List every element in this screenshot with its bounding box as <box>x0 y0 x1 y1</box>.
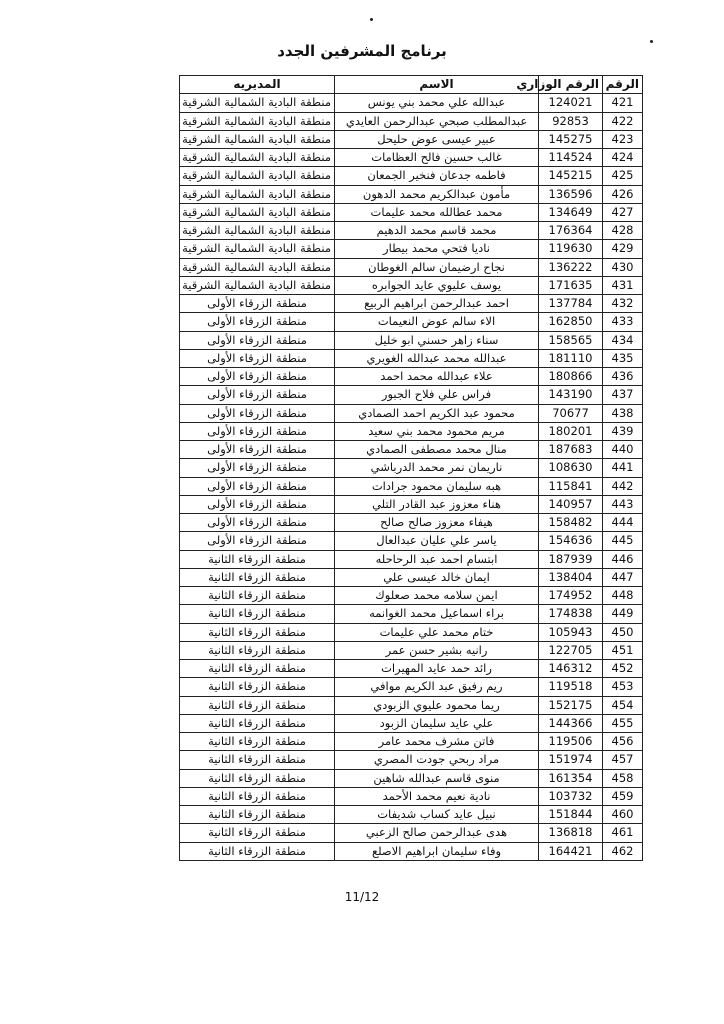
directorate-cell: منطقة الزرقاء الأولى <box>180 532 335 550</box>
row-number: 438 <box>603 404 643 422</box>
row-number: 425 <box>603 167 643 185</box>
directorate-cell: منطقة الزرقاء الثانية <box>180 605 335 623</box>
directorate-cell: منطقة البادية الشمالية الشرقية <box>180 258 335 276</box>
table-row <box>180 769 643 787</box>
directorate-cell: منطقة الزرقاء الأولى <box>180 331 335 349</box>
ministry-id-cell: 136222 <box>539 258 603 276</box>
directorate-cell: منطقة البادية الشمالية الشرقية <box>180 167 335 185</box>
ministry-id-cell: 103732 <box>539 787 603 805</box>
directorate-cell: منطقة البادية الشمالية الشرقية <box>180 276 335 294</box>
table-row <box>180 276 643 294</box>
row-number: 430 <box>603 258 643 276</box>
name-cell: نادية نعيم محمد الأحمد <box>335 787 539 805</box>
directorate-cell: منطقة الزرقاء الثانية <box>180 787 335 805</box>
name-cell: هيفاء معزوز صالح صالح <box>335 514 539 532</box>
directorate-cell: منطقة الزرقاء الأولى <box>180 313 335 331</box>
table-row <box>180 532 643 550</box>
name-cell: ايمان خالد عيسى علي <box>335 568 539 586</box>
directorate-cell: منطقة الزرقاء الثانية <box>180 568 335 586</box>
row-number: 424 <box>603 149 643 167</box>
table-row <box>180 605 643 623</box>
ministry-id-cell: 174838 <box>539 605 603 623</box>
directorate-cell: منطقة الزرقاء الثانية <box>180 842 335 860</box>
name-cell: فراس علي فلاح الجبور <box>335 386 539 404</box>
table-row <box>180 806 643 824</box>
directorate-cell: منطقة الزرقاء الأولى <box>180 295 335 313</box>
ministry-id-cell: 140957 <box>539 495 603 513</box>
table-row <box>180 331 643 349</box>
directorate-cell: منطقة الزرقاء الأولى <box>180 422 335 440</box>
ministry-id-cell: 92853 <box>539 112 603 130</box>
table-row <box>180 568 643 586</box>
ministry-id-cell: 176364 <box>539 222 603 240</box>
directorate-cell: منطقة الزرقاء الثانية <box>180 733 335 751</box>
name-cell: نجاح ارضيمان سالم الغوطان <box>335 258 539 276</box>
name-cell: هناء معزوز عبد القادر التلي <box>335 495 539 513</box>
row-number: 444 <box>603 514 643 532</box>
row-number: 443 <box>603 495 643 513</box>
row-number: 432 <box>603 295 643 313</box>
name-cell: عبدالمطلب صبحي عبدالرحمن العايدي <box>335 112 539 130</box>
row-number: 427 <box>603 203 643 221</box>
directorate-cell: منطقة الزرقاء الأولى <box>180 495 335 513</box>
table-row <box>180 185 643 203</box>
row-number: 452 <box>603 660 643 678</box>
row-number: 433 <box>603 313 643 331</box>
table-row <box>180 824 643 842</box>
name-cell: وفاء سليمان ابراهيم الاصلع <box>335 842 539 860</box>
row-number: 437 <box>603 386 643 404</box>
table-row <box>180 751 643 769</box>
row-number: 462 <box>603 842 643 860</box>
row-number: 446 <box>603 550 643 568</box>
table-header-row <box>180 76 643 94</box>
name-cell: مأمون عبدالكريم محمد الدهون <box>335 185 539 203</box>
page-number: 11/12 <box>344 890 380 904</box>
directorate-cell: منطقة الزرقاء الثانية <box>180 641 335 659</box>
ministry-id-cell: 136818 <box>539 824 603 842</box>
name-cell: محمود عبد الكريم احمد الصمادي <box>335 404 539 422</box>
row-number: 428 <box>603 222 643 240</box>
ministry-id-cell: 124021 <box>539 94 603 112</box>
table-row <box>180 258 643 276</box>
header-ministry-id: الرقم الوزاري <box>539 76 603 94</box>
row-number: 453 <box>603 678 643 696</box>
directorate-cell: منطقة الزرقاء الأولى <box>180 477 335 495</box>
name-cell: غالب حسين فالح العظامات <box>335 149 539 167</box>
table-row <box>180 167 643 185</box>
directorate-cell: منطقة الزرقاء الأولى <box>180 441 335 459</box>
table-row <box>180 349 643 367</box>
table-row <box>180 422 643 440</box>
ministry-id-cell: 138404 <box>539 568 603 586</box>
directorate-cell: منطقة البادية الشمالية الشرقية <box>180 130 335 148</box>
row-number: 448 <box>603 587 643 605</box>
name-cell: فاتن مشرف محمد عامر <box>335 733 539 751</box>
name-cell: احمد عبدالرحمن ابراهيم الربيع <box>335 295 539 313</box>
row-number: 451 <box>603 641 643 659</box>
table-row <box>180 714 643 732</box>
row-number: 441 <box>603 459 643 477</box>
ministry-id-cell: 122705 <box>539 641 603 659</box>
name-cell: عبدالله علي محمد بني يونس <box>335 94 539 112</box>
page-title: برنامج المشرفين الجدد <box>277 42 447 60</box>
table-row <box>180 295 643 313</box>
ministry-id-cell: 151844 <box>539 806 603 824</box>
header-name: الاسم <box>335 76 539 94</box>
ministry-id-cell: 154636 <box>539 532 603 550</box>
directorate-cell: منطقة الزرقاء الثانية <box>180 660 335 678</box>
name-cell: عبدالله محمد عبدالله الغويري <box>335 349 539 367</box>
table-row <box>180 787 643 805</box>
name-cell: ناريمان نمر محمد الدرباشي <box>335 459 539 477</box>
name-cell: هبه سليمان محمود جرادات <box>335 477 539 495</box>
directorate-cell: منطقة الزرقاء الثانية <box>180 806 335 824</box>
table-row <box>180 404 643 422</box>
directorate-cell: منطقة البادية الشمالية الشرقية <box>180 222 335 240</box>
directorate-cell: منطقة الزرقاء الثانية <box>180 769 335 787</box>
name-cell: محمد عطالله محمد عليمات <box>335 203 539 221</box>
table-row <box>180 130 643 148</box>
row-number: 423 <box>603 130 643 148</box>
name-cell: علي عايد سليمان الزبود <box>335 714 539 732</box>
row-number: 429 <box>603 240 643 258</box>
row-number: 458 <box>603 769 643 787</box>
ministry-id-cell: 70677 <box>539 404 603 422</box>
name-cell: ختام محمد علي عليمات <box>335 623 539 641</box>
table-row <box>180 459 643 477</box>
table-row <box>180 623 643 641</box>
table-row <box>180 842 643 860</box>
name-cell: مراد ربحي جودت المصري <box>335 751 539 769</box>
ministry-id-cell: 119518 <box>539 678 603 696</box>
directorate-cell: منطقة الزرقاء الثانية <box>180 678 335 696</box>
row-number: 447 <box>603 568 643 586</box>
directorate-cell: منطقة الزرقاء الأولى <box>180 368 335 386</box>
ministry-id-cell: 143190 <box>539 386 603 404</box>
ministry-id-cell: 108630 <box>539 459 603 477</box>
table-row <box>180 313 643 331</box>
ministry-id-cell: 181110 <box>539 349 603 367</box>
ministry-id-cell: 162850 <box>539 313 603 331</box>
row-number: 456 <box>603 733 643 751</box>
ministry-id-cell: 115841 <box>539 477 603 495</box>
table-row <box>180 696 643 714</box>
ministry-id-cell: 146312 <box>539 660 603 678</box>
ministry-id-cell: 158482 <box>539 514 603 532</box>
ministry-id-cell: 187683 <box>539 441 603 459</box>
table-row <box>180 441 643 459</box>
table-row <box>180 477 643 495</box>
directorate-cell: منطقة البادية الشمالية الشرقية <box>180 185 335 203</box>
supervisors-table <box>179 75 643 861</box>
row-number: 422 <box>603 112 643 130</box>
ministry-id-cell: 114524 <box>539 149 603 167</box>
row-number: 449 <box>603 605 643 623</box>
ministry-id-cell: 180866 <box>539 368 603 386</box>
row-number: 434 <box>603 331 643 349</box>
ministry-id-cell: 145215 <box>539 167 603 185</box>
name-cell: الاء سالم عوض النعيمات <box>335 313 539 331</box>
row-number: 426 <box>603 185 643 203</box>
directorate-cell: منطقة البادية الشمالية الشرقية <box>180 149 335 167</box>
directorate-cell: منطقة الزرقاء الأولى <box>180 514 335 532</box>
row-number: 455 <box>603 714 643 732</box>
ministry-id-cell: 144366 <box>539 714 603 732</box>
table-row <box>180 495 643 513</box>
name-cell: مريم محمود محمد بني سعيد <box>335 422 539 440</box>
ministry-id-cell: 180201 <box>539 422 603 440</box>
directorate-cell: منطقة الزرقاء الثانية <box>180 550 335 568</box>
row-number: 436 <box>603 368 643 386</box>
row-number: 439 <box>603 422 643 440</box>
directorate-cell: منطقة الزرقاء الثانية <box>180 623 335 641</box>
name-cell: ايمن سلامه محمد صعلوك <box>335 587 539 605</box>
table-row <box>180 733 643 751</box>
directorate-cell: منطقة الزرقاء الثانية <box>180 824 335 842</box>
row-number: 440 <box>603 441 643 459</box>
ministry-id-cell: 171635 <box>539 276 603 294</box>
table-row <box>180 587 643 605</box>
row-number: 421 <box>603 94 643 112</box>
header-directorate: المديريه <box>180 76 335 94</box>
name-cell: نبيل عايد كساب شديفات <box>335 806 539 824</box>
directorate-cell: منطقة الزرقاء الثانية <box>180 696 335 714</box>
row-number: 457 <box>603 751 643 769</box>
ministry-id-cell: 105943 <box>539 623 603 641</box>
row-number: 442 <box>603 477 643 495</box>
ministry-id-cell: 145275 <box>539 130 603 148</box>
ministry-id-cell: 164421 <box>539 842 603 860</box>
directorate-cell: منطقة الزرقاء الثانية <box>180 751 335 769</box>
directorate-cell: منطقة الزرقاء الثانية <box>180 714 335 732</box>
header-number: الرقم <box>603 76 643 94</box>
name-cell: ريما محمود عليوي الزبودي <box>335 696 539 714</box>
directorate-cell: منطقة الزرقاء الأولى <box>180 349 335 367</box>
row-number: 459 <box>603 787 643 805</box>
table-row <box>180 660 643 678</box>
table-row <box>180 149 643 167</box>
ministry-id-cell: 137784 <box>539 295 603 313</box>
ministry-id-cell: 174952 <box>539 587 603 605</box>
table-row <box>180 550 643 568</box>
name-cell: منوی قاسم عبدالله شاهين <box>335 769 539 787</box>
row-number: 450 <box>603 623 643 641</box>
directorate-cell: منطقة البادية الشمالية الشرقية <box>180 203 335 221</box>
directorate-cell: منطقة البادية الشمالية الشرقية <box>180 240 335 258</box>
ministry-id-cell: 161354 <box>539 769 603 787</box>
table-row <box>180 678 643 696</box>
directorate-cell: منطقة البادية الشمالية الشرقية <box>180 112 335 130</box>
name-cell: منال محمد مصطفى الصمادي <box>335 441 539 459</box>
name-cell: يوسف عليوي عايد الجوابره <box>335 276 539 294</box>
directorate-cell: منطقة الزرقاء الأولى <box>180 386 335 404</box>
name-cell: فاطمه جدعان فنخير الجمعان <box>335 167 539 185</box>
name-cell: براء اسماعيل محمد الغوانمه <box>335 605 539 623</box>
row-number: 435 <box>603 349 643 367</box>
ministry-id-cell: 119506 <box>539 733 603 751</box>
table-row <box>180 386 643 404</box>
table-row <box>180 94 643 112</box>
directorate-cell: منطقة البادية الشمالية الشرقية <box>180 94 335 112</box>
ministry-id-cell: 158565 <box>539 331 603 349</box>
name-cell: رائد حمد عايد المهيرات <box>335 660 539 678</box>
row-number: 431 <box>603 276 643 294</box>
scan-speck <box>370 18 373 21</box>
row-number: 460 <box>603 806 643 824</box>
directorate-cell: منطقة الزرقاء الثانية <box>180 587 335 605</box>
name-cell: ابتسام احمد عبد الرحاحله <box>335 550 539 568</box>
name-cell: رانيه بشير حسن عمر <box>335 641 539 659</box>
directorate-cell: منطقة الزرقاء الأولى <box>180 404 335 422</box>
table-row <box>180 222 643 240</box>
ministry-id-cell: 119630 <box>539 240 603 258</box>
row-number: 445 <box>603 532 643 550</box>
name-cell: ريم رفيق عبد الكريم موافي <box>335 678 539 696</box>
table-row <box>180 203 643 221</box>
directorate-cell: منطقة الزرقاء الأولى <box>180 459 335 477</box>
table-row <box>180 112 643 130</box>
name-cell: سناء زاهر حسني ابو خليل <box>335 331 539 349</box>
name-cell: عبير عيسى عوض حليحل <box>335 130 539 148</box>
name-cell: نادیا فتحي محمد بيطار <box>335 240 539 258</box>
name-cell: ياسر علي علیان عبدالعال <box>335 532 539 550</box>
ministry-id-cell: 187939 <box>539 550 603 568</box>
name-cell: هدى عبدالرحمن صالح الزعبي <box>335 824 539 842</box>
table-row <box>180 641 643 659</box>
table-row <box>180 514 643 532</box>
name-cell: محمد قاسم محمد الدهيم <box>335 222 539 240</box>
table-row <box>180 240 643 258</box>
row-number: 461 <box>603 824 643 842</box>
table-row <box>180 368 643 386</box>
ministry-id-cell: 151974 <box>539 751 603 769</box>
ministry-id-cell: 136596 <box>539 185 603 203</box>
ministry-id-cell: 152175 <box>539 696 603 714</box>
row-number: 454 <box>603 696 643 714</box>
ministry-id-cell: 134649 <box>539 203 603 221</box>
name-cell: علاء عبدالله محمد احمد <box>335 368 539 386</box>
